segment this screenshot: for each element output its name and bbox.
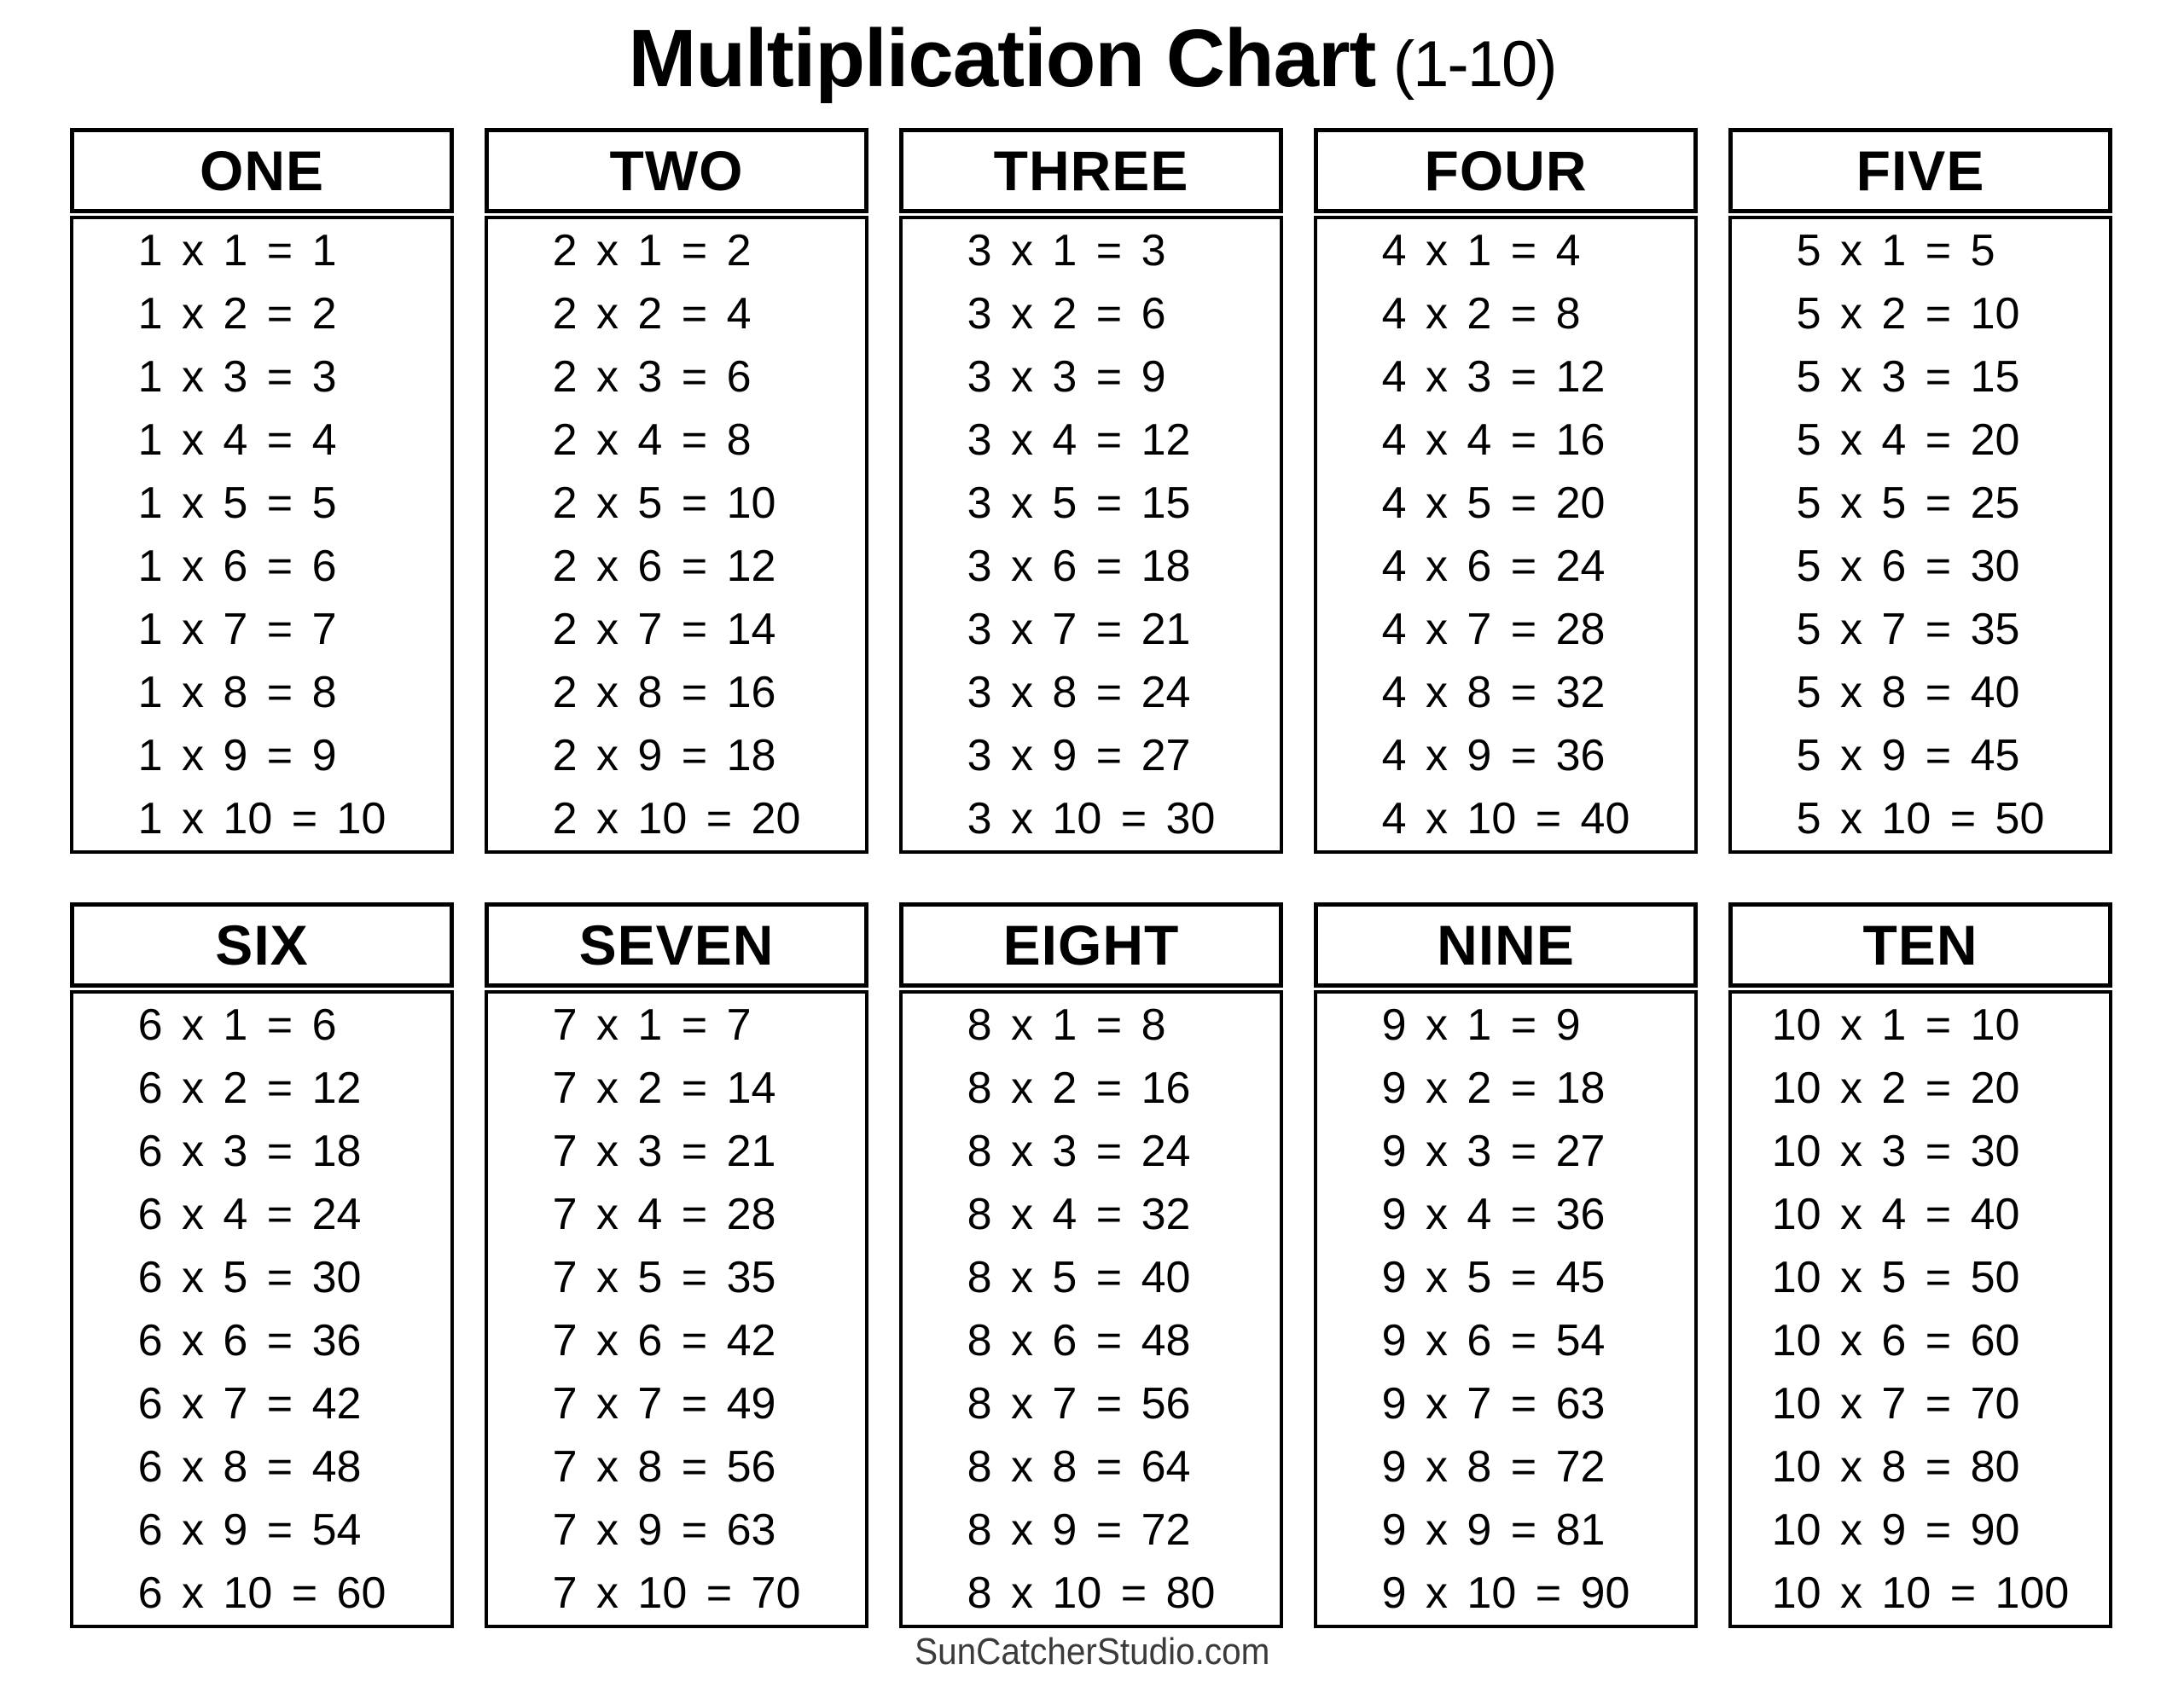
equation-row: 4 x 9 = 36	[1381, 731, 1606, 780]
equation-row: 3 x 3 = 9	[967, 352, 1166, 402]
equation-row: 5 x 5 = 25	[1796, 478, 2020, 528]
multiplication-table-card	[899, 128, 1283, 854]
equation-list	[1772, 994, 2070, 1625]
equation-row: 9 x 8 = 72	[1381, 1442, 1606, 1492]
equation-row: 1 x 7 = 7	[137, 605, 337, 654]
table-title-label: FIVE	[1856, 139, 1985, 202]
equation-row: 2 x 10 = 20	[552, 794, 801, 844]
equation-row: 9 x 3 = 27	[1381, 1127, 1606, 1176]
equation-row: 4 x 3 = 12	[1381, 352, 1606, 402]
equation-row: 7 x 3 = 21	[552, 1127, 776, 1176]
table-header	[899, 902, 1283, 988]
equation-row: 2 x 5 = 10	[552, 478, 776, 528]
equation-row: 4 x 5 = 20	[1381, 478, 1606, 528]
equation-row: 7 x 9 = 63	[552, 1505, 776, 1555]
equation-row: 2 x 6 = 12	[552, 542, 776, 591]
equation-row: 10 x 8 = 80	[1771, 1442, 2020, 1492]
equation-list	[967, 219, 1216, 850]
multiplication-table-card	[1314, 902, 1698, 1628]
equation-row: 6 x 4 = 24	[137, 1190, 362, 1239]
equation-row: 6 x 8 = 48	[137, 1442, 362, 1492]
equation-row: 3 x 8 = 24	[967, 668, 1191, 717]
equation-row: 9 x 4 = 36	[1381, 1190, 1606, 1239]
equation-row: 3 x 7 = 21	[967, 605, 1191, 654]
equation-row: 7 x 2 = 14	[552, 1064, 776, 1113]
page-title	[0, 12, 2184, 106]
equation-row: 8 x 2 = 16	[967, 1064, 1191, 1113]
equation-row: 5 x 7 = 35	[1796, 605, 2020, 654]
equation-row: 9 x 2 = 18	[1381, 1064, 1606, 1113]
multiplication-table-card	[70, 128, 454, 854]
table-body	[899, 990, 1283, 1628]
equation-row: 10 x 1 = 10	[1771, 1000, 2020, 1050]
equation-row: 5 x 8 = 40	[1796, 668, 2020, 717]
tables-grid	[70, 128, 2112, 1628]
equation-row: 5 x 4 = 20	[1796, 415, 2020, 465]
table-title-label: FOUR	[1424, 139, 1588, 202]
multiplication-table-card	[1728, 128, 2112, 854]
equation-row: 6 x 5 = 30	[137, 1253, 362, 1302]
equation-row: 10 x 7 = 70	[1771, 1379, 2020, 1429]
equation-row: 7 x 7 = 49	[552, 1379, 776, 1429]
equation-row: 3 x 2 = 6	[967, 289, 1166, 339]
equation-row: 2 x 7 = 14	[552, 605, 776, 654]
equation-row: 9 x 9 = 81	[1381, 1505, 1606, 1555]
equation-row: 6 x 3 = 18	[137, 1127, 362, 1176]
equation-row: 5 x 2 = 10	[1796, 289, 2020, 339]
equation-row: 10 x 6 = 60	[1771, 1316, 2020, 1365]
table-body	[485, 216, 868, 854]
equation-row: 9 x 1 = 9	[1381, 1000, 1581, 1050]
equation-row: 1 x 10 = 10	[137, 794, 386, 844]
multiplication-table-card	[899, 902, 1283, 1628]
equation-row: 4 x 2 = 8	[1381, 289, 1581, 339]
equation-list	[967, 994, 1216, 1625]
equation-list	[138, 219, 386, 850]
equation-row: 9 x 5 = 45	[1381, 1253, 1606, 1302]
equation-row: 7 x 4 = 28	[552, 1190, 776, 1239]
equation-row: 1 x 8 = 8	[137, 668, 337, 717]
equation-row: 8 x 6 = 48	[967, 1316, 1191, 1365]
table-header	[899, 128, 1283, 213]
equation-row: 8 x 8 = 64	[967, 1442, 1191, 1492]
equation-row: 2 x 8 = 16	[552, 668, 776, 717]
equation-row: 3 x 5 = 15	[967, 478, 1191, 528]
equation-row: 1 x 1 = 1	[137, 226, 337, 275]
equation-list	[138, 994, 386, 1625]
table-header	[70, 902, 454, 988]
equation-row: 5 x 9 = 45	[1796, 731, 2020, 780]
table-title-label: NINE	[1437, 913, 1575, 977]
equation-row: 6 x 6 = 36	[137, 1316, 362, 1365]
footer	[0, 1631, 2184, 1673]
footer-website-text: SunCatcherStudio.com	[914, 1631, 1270, 1673]
table-header	[1728, 128, 2112, 213]
equation-row: 6 x 2 = 12	[137, 1064, 362, 1113]
equation-row: 4 x 6 = 24	[1381, 542, 1606, 591]
table-header	[1728, 902, 2112, 988]
equation-row: 6 x 9 = 54	[137, 1505, 362, 1555]
multiplication-table-card	[1728, 902, 2112, 1628]
table-header	[1314, 128, 1698, 213]
equation-row: 6 x 7 = 42	[137, 1379, 362, 1429]
equation-row: 7 x 6 = 42	[552, 1316, 776, 1365]
equation-row: 1 x 6 = 6	[137, 542, 337, 591]
equation-row: 8 x 1 = 8	[967, 1000, 1166, 1050]
table-body	[485, 990, 868, 1628]
equation-row: 8 x 5 = 40	[967, 1253, 1191, 1302]
equation-row: 8 x 7 = 56	[967, 1379, 1191, 1429]
equation-row: 5 x 1 = 5	[1796, 226, 1995, 275]
equation-row: 2 x 3 = 6	[552, 352, 752, 402]
equation-list	[553, 994, 801, 1625]
equation-row: 4 x 10 = 40	[1381, 794, 1630, 844]
equation-row: 8 x 4 = 32	[967, 1190, 1191, 1239]
equation-row: 3 x 6 = 18	[967, 542, 1191, 591]
equation-row: 10 x 3 = 30	[1771, 1127, 2020, 1176]
equation-row: 10 x 4 = 40	[1771, 1190, 2020, 1239]
table-title-label: ONE	[199, 139, 325, 202]
equation-list	[1797, 219, 2045, 850]
table-body	[1728, 216, 2112, 854]
equation-row: 8 x 3 = 24	[967, 1127, 1191, 1176]
table-title-label: SEVEN	[578, 913, 775, 977]
multiplication-table-card	[485, 902, 868, 1628]
equation-row: 2 x 9 = 18	[552, 731, 776, 780]
table-title-label: TWO	[609, 139, 744, 202]
equation-row: 7 x 10 = 70	[552, 1568, 801, 1618]
equation-row: 10 x 5 = 50	[1771, 1253, 2020, 1302]
equation-row: 1 x 3 = 3	[137, 352, 337, 402]
table-header	[485, 902, 868, 988]
equation-row: 10 x 2 = 20	[1771, 1064, 2020, 1113]
equation-row: 5 x 10 = 50	[1796, 794, 2045, 844]
equation-row: 10 x 9 = 90	[1771, 1505, 2020, 1555]
table-title-label: SIX	[215, 913, 309, 977]
equation-row: 5 x 3 = 15	[1796, 352, 2020, 402]
equation-row: 1 x 4 = 4	[137, 415, 337, 465]
equation-row: 6 x 1 = 6	[137, 1000, 337, 1050]
equation-row: 1 x 9 = 9	[137, 731, 337, 780]
equation-list	[1382, 994, 1630, 1625]
equation-row: 9 x 10 = 90	[1381, 1568, 1630, 1618]
equation-row: 5 x 6 = 30	[1796, 542, 2020, 591]
multiplication-table-card	[485, 128, 868, 854]
table-header	[70, 128, 454, 213]
equation-row: 4 x 7 = 28	[1381, 605, 1606, 654]
equation-row: 1 x 2 = 2	[137, 289, 337, 339]
table-body	[70, 990, 454, 1628]
equation-row: 3 x 9 = 27	[967, 731, 1191, 780]
equation-row: 3 x 10 = 30	[967, 794, 1216, 844]
equation-row: 4 x 1 = 4	[1381, 226, 1581, 275]
equation-row: 2 x 2 = 4	[552, 289, 752, 339]
equation-row: 4 x 4 = 16	[1381, 415, 1606, 465]
table-title-label: TEN	[1862, 913, 1978, 977]
equation-list	[553, 219, 801, 850]
equation-row: 1 x 5 = 5	[137, 478, 337, 528]
equation-row: 8 x 9 = 72	[967, 1505, 1191, 1555]
table-body	[1314, 990, 1698, 1628]
table-title-label: THREE	[993, 139, 1189, 202]
equation-row: 3 x 4 = 12	[967, 415, 1191, 465]
table-body	[1728, 990, 2112, 1628]
equation-list	[1382, 219, 1630, 850]
table-body	[70, 216, 454, 854]
equation-row: 7 x 5 = 35	[552, 1253, 776, 1302]
equation-row: 4 x 8 = 32	[1381, 668, 1606, 717]
equation-row: 6 x 10 = 60	[137, 1568, 386, 1618]
title-text: Multiplication Chart	[628, 13, 1376, 104]
equation-row: 9 x 7 = 63	[1381, 1379, 1606, 1429]
table-title-label: EIGHT	[1002, 913, 1180, 977]
equation-row: 3 x 1 = 3	[967, 226, 1166, 275]
multiplication-table-card	[70, 902, 454, 1628]
equation-row: 9 x 6 = 54	[1381, 1316, 1606, 1365]
equation-row: 7 x 8 = 56	[552, 1442, 776, 1492]
table-body	[1314, 216, 1698, 854]
multiplication-table-card	[1314, 128, 1698, 854]
equation-row: 7 x 1 = 7	[552, 1000, 752, 1050]
title-range: (1-10)	[1392, 28, 1556, 101]
table-body	[899, 216, 1283, 854]
table-header	[1314, 902, 1698, 988]
equation-row: 10 x 10 = 100	[1771, 1568, 2070, 1618]
equation-row: 2 x 1 = 2	[552, 226, 752, 275]
equation-row: 8 x 10 = 80	[967, 1568, 1216, 1618]
equation-row: 2 x 4 = 8	[552, 415, 752, 465]
table-header	[485, 128, 868, 213]
